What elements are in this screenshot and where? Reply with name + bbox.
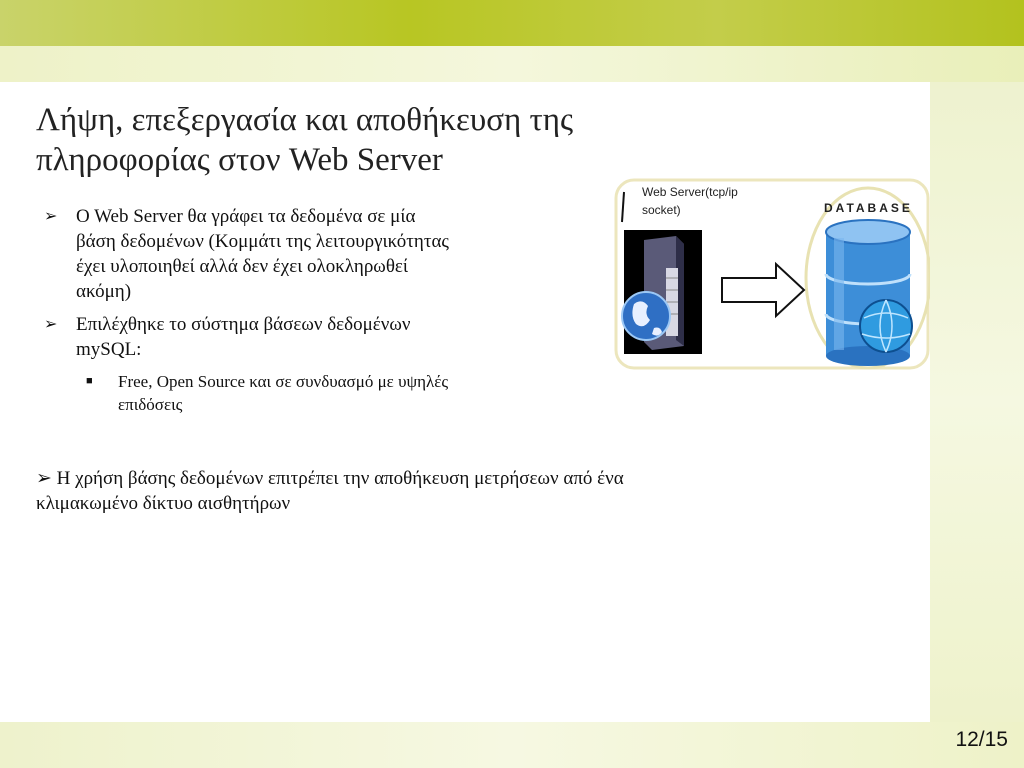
bullet-item [44,312,584,362]
database-label: DATABASE [824,201,913,215]
bullet-list [44,204,584,422]
bullet-text-line: Η χρήση βάσης δεδομένων επιτρέπει την αποθήκευση μετρήσεων από ένα [56,468,624,489]
slide-title-line-2: πληροφορίας στον Web Server [36,142,443,178]
bottom-band [0,722,1024,768]
bullet-text-line: έχει υλοποιηθεί αλλά δεν έχει ολοκληρωθεί [76,256,409,277]
slide-title [36,100,736,180]
bottom-bullet-item [36,466,896,516]
sub-bullet-item [86,370,584,416]
square-bullet-icon: ■ [86,375,93,387]
bullet-text-line: κλιμακωμένο δίκτυο αισθητήρων [36,493,291,514]
bullet-text-line: Επιλέχθηκε το σύστημα βάσεων δεδομένων [76,314,411,335]
bullet-item [44,204,584,304]
top-light-band [0,46,1024,82]
page-number: 12/15 [955,728,1008,751]
server-label-line-2: socket) [642,203,681,217]
globe-icon [622,292,670,340]
bullet-text-line: ακόμη) [76,281,132,302]
right-side-band [930,82,1024,722]
bullet-text-line: O Web Server θα γράφει τα δεδομένα σε μία [76,206,416,227]
arrow-bullet-icon: ➢ [44,208,58,225]
bullet-text-line: mySQL: [76,339,142,360]
slide-title-line-1: Λήψη, επεξεργασία και αποθήκευση της [36,102,574,138]
sub-bullet-text-line: Free, Open Source και σε συνδυασμό με υψηλές [118,372,449,391]
bullet-text-line: βάση δεδομένων (Κομμάτι της λειτουργικότητας [76,231,449,252]
arrow-bullet-icon: ➢ [44,316,58,333]
top-accent-band [0,0,1024,46]
sub-bullet-text-line: επιδόσεις [118,395,183,414]
server-label-line-1: Web Server(tcp/ip [642,185,738,199]
arrow-bullet-icon: ➢ [36,468,52,489]
database-globe-icon [860,300,912,352]
server-database-diagram [614,178,930,370]
